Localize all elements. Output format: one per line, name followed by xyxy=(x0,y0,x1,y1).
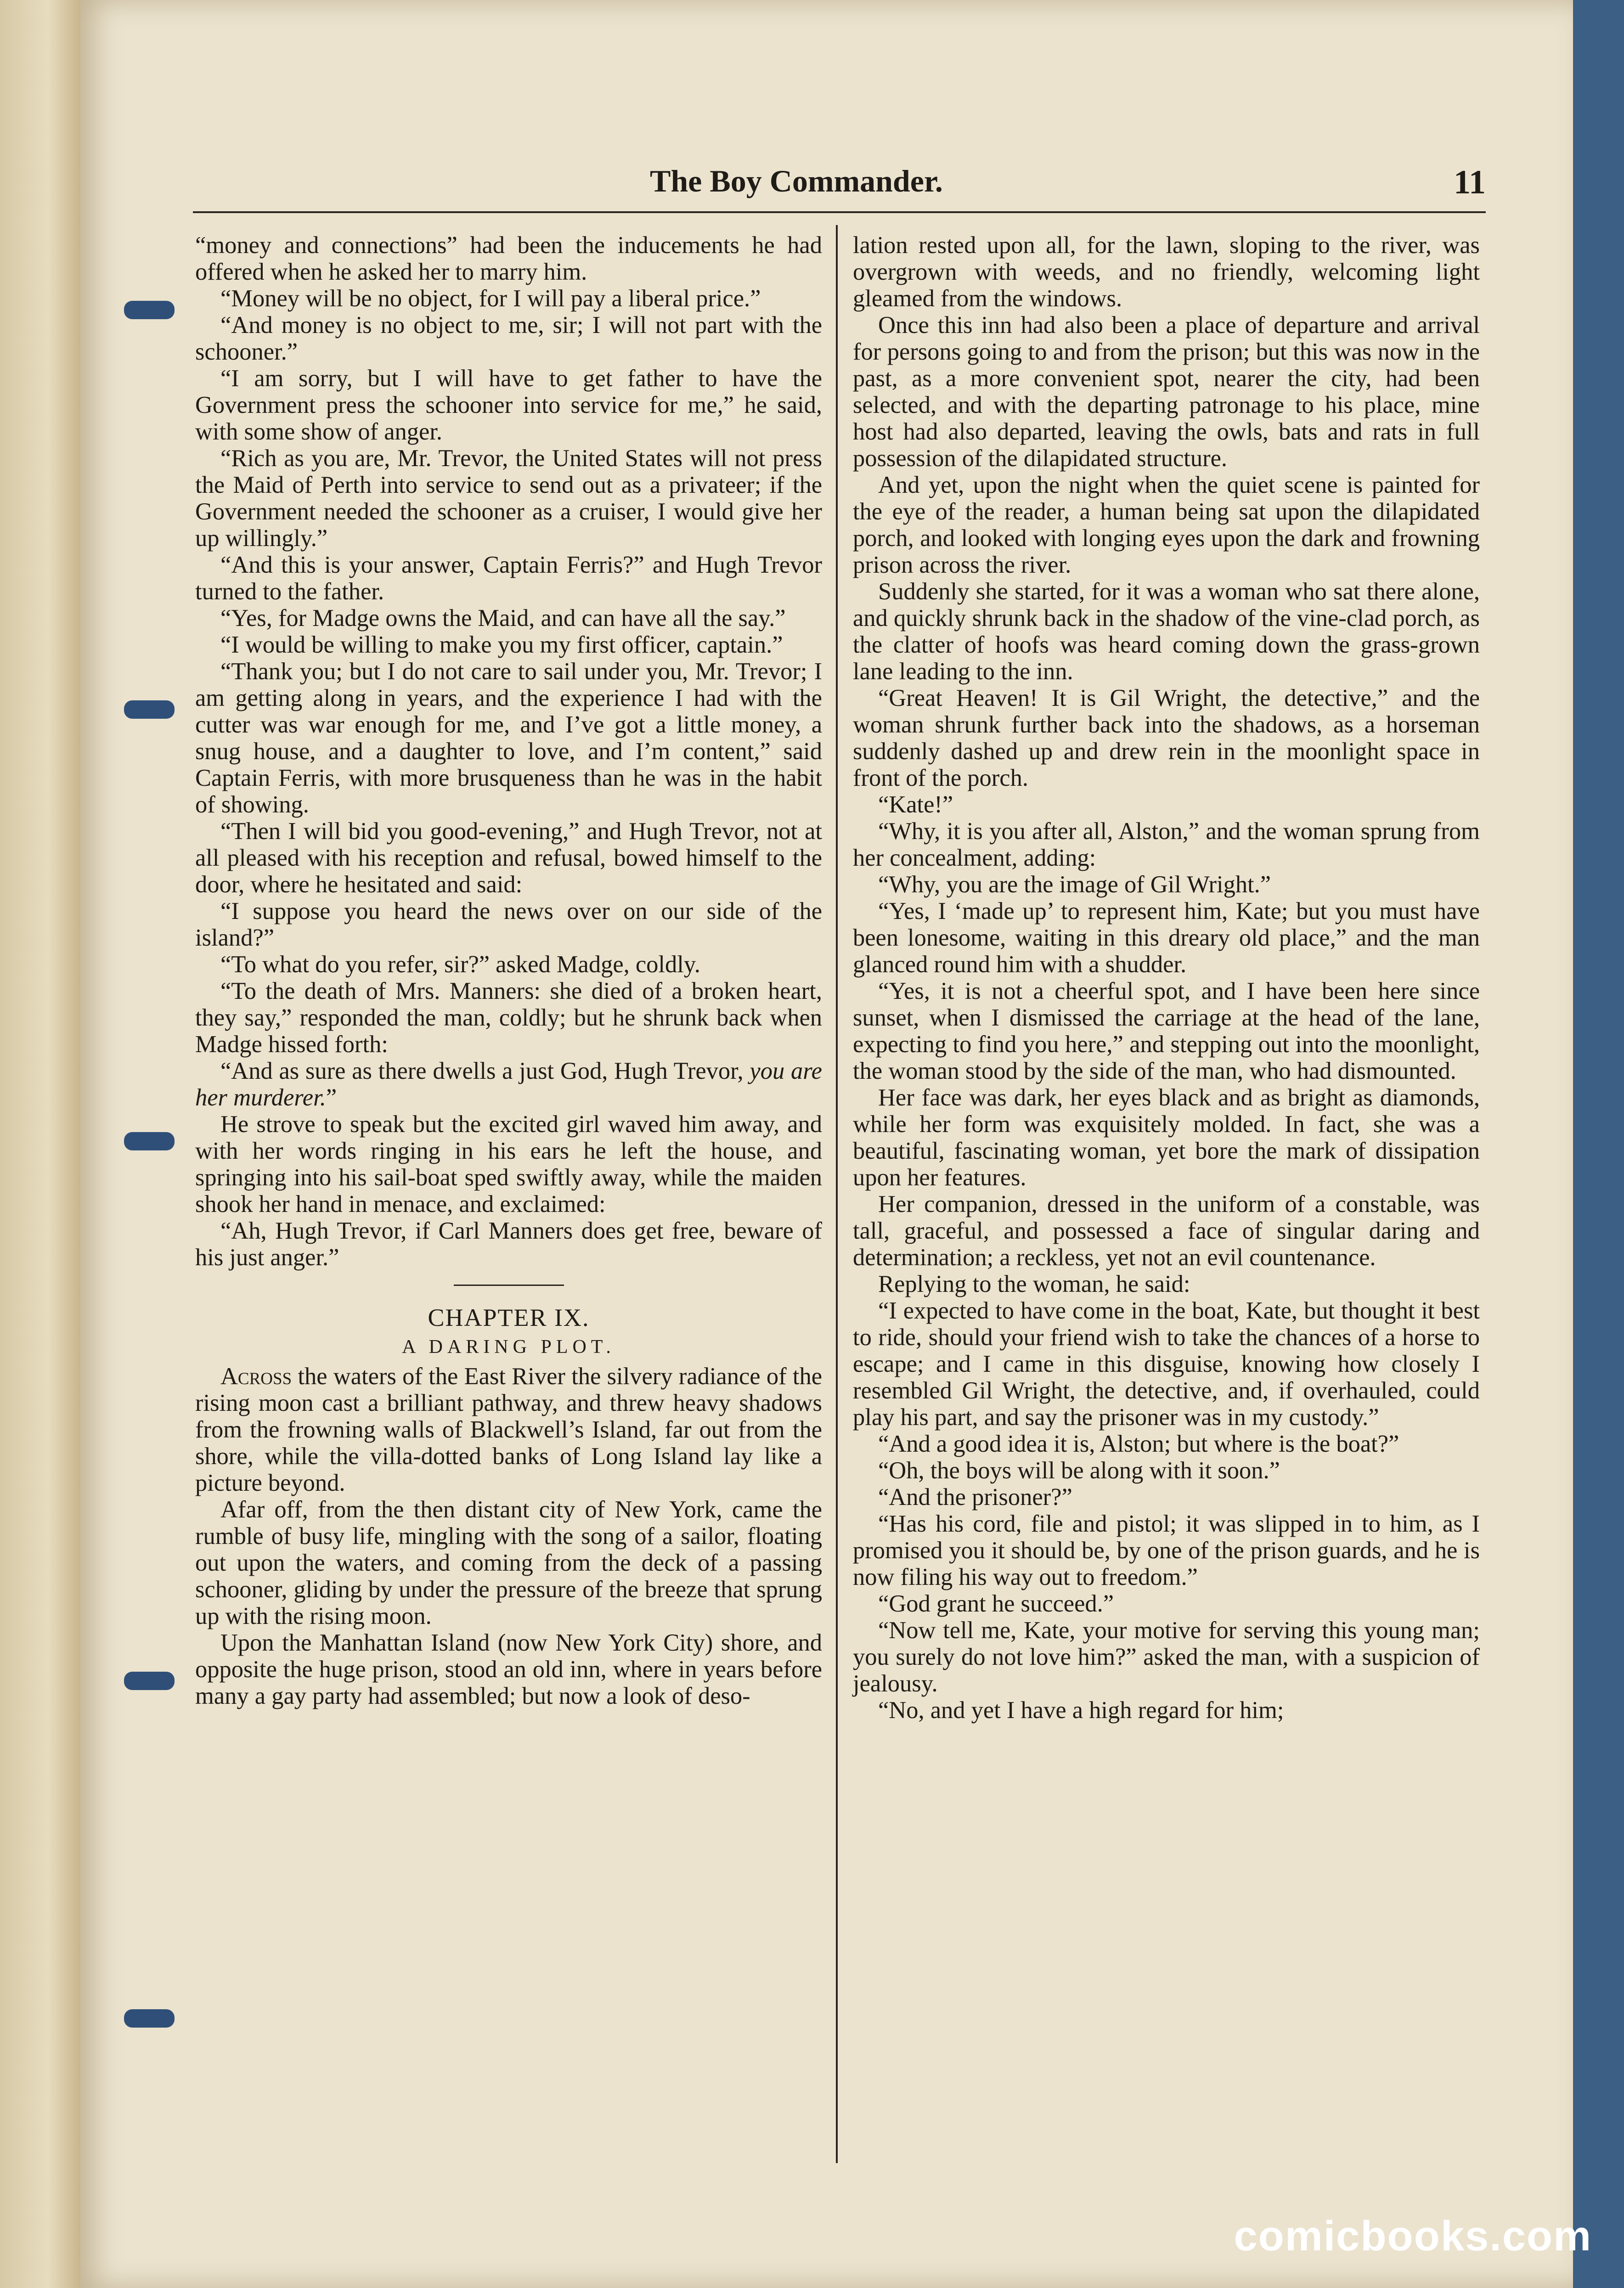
chapter-subtitle: A DARING PLOT. xyxy=(402,1336,615,1358)
paragraph: “I would be willing to make you my first officer, captain.” xyxy=(220,631,783,658)
paragraph: “I am sorry, but I will have to get father to have the Government press the schooner into service for me,” he said, with some show of anger. xyxy=(195,365,822,445)
paragraph: “Money will be no object, for I will pay a liberal price.” xyxy=(220,285,761,312)
paragraph: “And this is your answer, Captain Ferris?” and Hugh Trevor turned to the father. xyxy=(195,552,822,605)
paragraph: Her companion, dressed in the uniform of a constable, was tall, graceful, and possessed a face of singular daring and determination; a reckless, yet not an evil countenance. xyxy=(853,1191,1480,1271)
paragraph: “Then I will bid you good-evening,” and Hugh Trevor, not at all pleased with his reception and refusal, bowed himself to the door, where he hesitated and said: xyxy=(195,818,822,898)
chapter-first-paragraph xyxy=(195,1363,822,1496)
paragraph: “Kate!” xyxy=(878,791,953,818)
paragraph: He strove to speak but the excited girl waved him away, and with her words ringing in his ears he left the house, and springing into his sail-boat sped swiftly away, while the maiden shook her hand in menace, and exclaimed: xyxy=(195,1111,822,1217)
paragraph: Upon the Manhattan Island (now New York City) shore, and opposite the huge prison, stood an old inn, where in years before many a gay party had assembled; but now a look of deso- xyxy=(195,1629,822,1709)
murderer-line-end: ” xyxy=(326,1084,337,1111)
murderer-paragraph xyxy=(195,1058,822,1111)
header-rule xyxy=(193,211,1486,213)
chapter-heading: CHAPTER IX. xyxy=(428,1304,590,1331)
paragraph: “Thank you; but I do not care to sail under you, Mr. Trevor; I am getting along in years, and the experience I had with the cutter was war enough for me, and I’ve got a little money, a snug house, and a daughter to love, and I’m content,” said Captain Ferris, with more brusqueness than he was in the habit of showing. xyxy=(195,658,822,818)
paragraph: “Why, it is you after all, Alston,” and the woman sprung from her concealment, adding: xyxy=(853,818,1480,871)
paragraph: Afar off, from the then distant city of New York, came the rumble of busy life, mingling with the song of a sailor, floating out upon the waters, and coming from the deck of a passing schooner, gliding by under the pressure of the breeze that sprung up with the rising moon. xyxy=(195,1496,822,1629)
paragraph: Replying to the woman, he said: xyxy=(878,1271,1190,1297)
right-column xyxy=(853,232,1480,1724)
paragraph: “Yes, for Madge owns the Maid, and can have all the say.” xyxy=(220,605,786,631)
paragraph: “And a good idea it is, Alston; but where is the boat?” xyxy=(878,1431,1399,1457)
paragraph: “To the death of Mrs. Manners: she died of a broken heart, they say,” responded the man, coldly; but he shrunk back when Madge hissed forth: xyxy=(195,978,822,1058)
paragraph: “Why, you are the image of Gil Wright.” xyxy=(878,871,1271,898)
page-number: 11 xyxy=(1454,163,1486,201)
paragraph: lation rested upon all, for the lawn, sloping to the river, was overgrown with weeds, and no friendly, welcoming light gleamed from the windows. xyxy=(853,232,1480,312)
site-watermark: comicbooks.com xyxy=(1234,2213,1592,2260)
paragraph: “Now tell me, Kate, your motive for serving this young man; you surely do not love him?” asked the man, with a suspicion of jealousy. xyxy=(853,1617,1480,1697)
left-column xyxy=(195,232,822,1709)
murderer-line-italic: you are her murderer. xyxy=(195,1058,822,1111)
paragraph: Her face was dark, her eyes black and as bright as diamonds, while her form was exquisitely molded. In fact, she was a beautiful, fascinating woman, yet bore the mark of dissipation upon her features. xyxy=(853,1084,1480,1191)
paragraph: “And the prisoner?” xyxy=(878,1484,1072,1510)
column-divider xyxy=(836,225,838,2163)
binding-hole xyxy=(124,2009,175,2028)
paragraph: “I expected to have come in the boat, Kate, but thought it best to ride, should your friend wish to take the chances of a horse to escape; and I came in this disguise, knowing how closely I resembled Gil Wright, the detective, and, if overhauled, could play his part, and say the prisoner was in my custody.” xyxy=(853,1297,1480,1431)
running-header xyxy=(650,163,1486,200)
binding-spine xyxy=(0,0,80,2288)
paragraph: “I suppose you heard the news over on our side of the island?” xyxy=(195,898,822,951)
paragraph: “And money is no object to me, sir; I will not part with the schooner.” xyxy=(195,312,822,365)
chapter-rule xyxy=(454,1285,564,1286)
paragraph: “To what do you refer, sir?” asked Madge, coldly. xyxy=(220,951,700,978)
binding-hole xyxy=(124,700,175,719)
paragraph: “money and connections” had been the inducements he had offered when he asked her to marry him. xyxy=(195,232,822,285)
murderer-line-start: “And as sure as there dwells a just God, Hugh Trevor, xyxy=(220,1058,750,1084)
paragraph: “Ah, Hugh Trevor, if Carl Manners does get free, beware of his just anger.” xyxy=(195,1217,822,1271)
chapter-first-rest: the waters of the East River the silvery radiance of the rising moon cast a brilliant pathway, and threw heavy shadows from the frowning walls of Blackwell’s Island, far out from the shore, while the villa-dotted banks of Long Island lay like a picture beyond. xyxy=(195,1363,822,1496)
binding-hole xyxy=(124,1672,175,1690)
paragraph: “Yes, I ‘made up’ to represent him, Kate; but you must have been lonesome, waiting in this dreary old place,” and the man glanced round him with a shudder. xyxy=(853,898,1480,978)
chapter-first-word: Across xyxy=(220,1363,292,1390)
paragraph: “Yes, it is not a cheerful spot, and I have been here since sunset, when I dismissed the carriage at the head of the lane, expecting to find you here,” and stepping out into the moonlight, the woman stood by the side of the man, who had dismounted. xyxy=(853,978,1480,1084)
paragraph: Once this inn had also been a place of departure and arrival for persons going to and from the prison; but this was now in the past, as a more convenient spot, nearer the city, had been selected, and with the departing patronage to his place, mine host had also departed, leaving the owls, bats and rats in full possession of the dilapidated structure. xyxy=(853,312,1480,472)
paragraph: “Great Heaven! It is Gil Wright, the detective,” and the woman shrunk further back into the shadows, as a horseman suddenly dashed up and drew rein in the moonlight space in front of the porch. xyxy=(853,685,1480,791)
paragraph: “God grant he succeed.” xyxy=(878,1590,1114,1617)
paragraph: And yet, upon the night when the quiet scene is painted for the eye of the reader, a human being sat upon the dilapidated porch, and looked with longing eyes upon the dark and frowning prison across the river. xyxy=(853,472,1480,578)
paragraph: “Rich as you are, Mr. Trevor, the United States will not press the Maid of Perth into service to send out as a privateer; if the Government needed the schooner as a cruiser, I would give her up willingly.” xyxy=(195,445,822,552)
running-title: The Boy Commander. xyxy=(650,163,943,198)
binding-hole xyxy=(124,1132,175,1150)
binding-hole xyxy=(124,301,175,319)
paragraph: “Oh, the boys will be along with it soon.” xyxy=(878,1457,1280,1484)
paragraph: “Has his cord, file and pistol; it was slipped in to him, as I promised you it should be, by one of the prison guards, and he is now filing his way out to freedom.” xyxy=(853,1510,1480,1590)
paragraph: “No, and yet I have a high regard for him; xyxy=(878,1697,1284,1724)
paragraph: Suddenly she started, for it was a woman who sat there alone, and quickly shrunk back in the shadow of the vine-clad porch, as the clatter of hoofs was heard coming down the grass-grown lane leading to the inn. xyxy=(853,578,1480,685)
